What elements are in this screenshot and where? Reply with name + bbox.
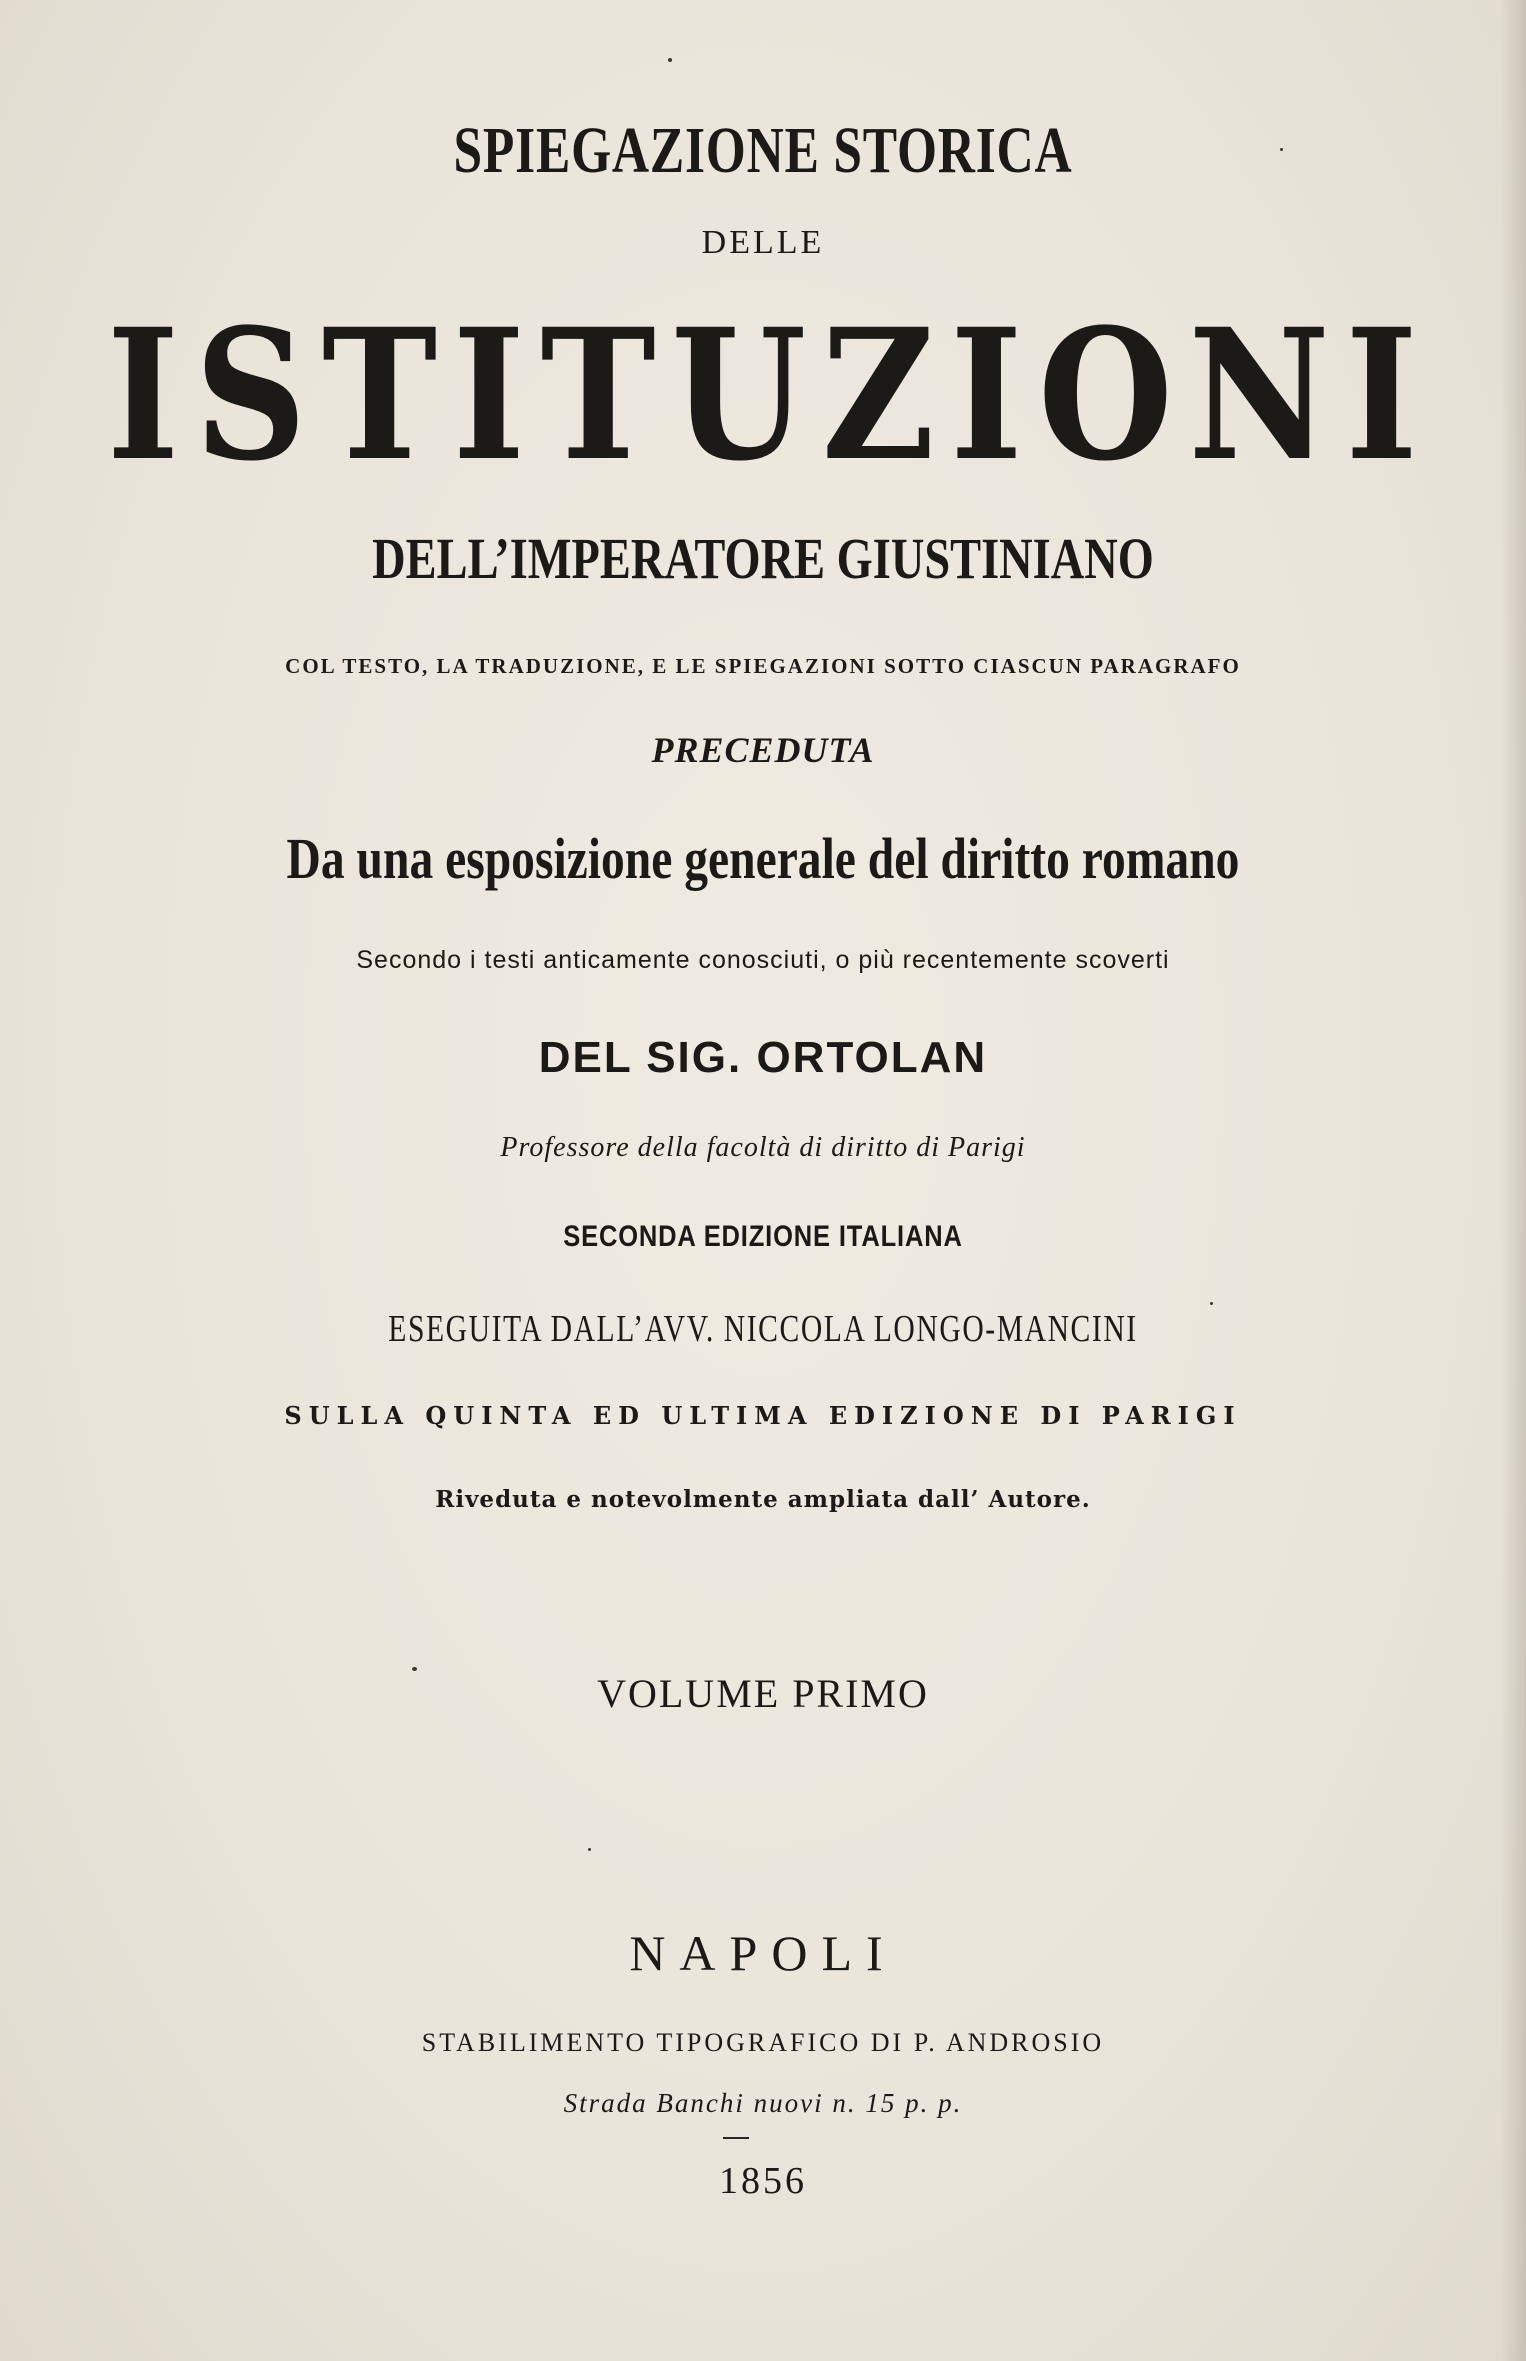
paper-spot [588, 1848, 591, 1851]
main-title-istituzioni: ISTITUZIONI [106, 290, 1434, 501]
author-name: DEL SIG. ORTOLAN [538, 1033, 988, 1082]
translator-line: ESEGUITA DALL’AVV. NICCOLA LONGO-MANCINI [388, 1308, 1138, 1350]
subtitle-preceduta: PRECEDUTA [651, 730, 875, 770]
paper-spot [1210, 1302, 1213, 1305]
imprint-printer: STABILIMENTO TIPOGRAFICO DI P. ANDROSIO [421, 2028, 1105, 2057]
title-line-imperatore: DELL’IMPERATORE GIUSTINIANO [372, 526, 1154, 591]
subtitle-contents: COL TESTO, LA TRADUZIONE, E LE SPIEGAZIONI SOTTO CIASCUN PARAGRAFO [285, 654, 1241, 678]
paper-spot [668, 58, 672, 62]
imprint-rule [723, 2137, 749, 2139]
imprint-city: NAPOLI [629, 1925, 897, 1981]
paper-spot [412, 1667, 417, 1671]
paper-spot [1280, 148, 1283, 151]
subtitle-testi: Secondo i testi anticamente conosciuti, o più recentemente scoverti [356, 946, 1170, 974]
revision-line: Riveduta e notevolmente ampliata dall’ Autore. [435, 1486, 1091, 1513]
volume-line: VOLUME PRIMO [597, 1671, 929, 1716]
title-line-spiegazione-storica: SPIEGAZIONE STORICA [453, 114, 1073, 187]
page-edge-shadow [1500, 0, 1526, 2361]
imprint-year: 1856 [719, 2160, 807, 2202]
title-line-delle: DELLE [701, 224, 825, 261]
edition-line: SECONDA EDIZIONE ITALIANA [563, 1220, 963, 1253]
subtitle-esposizione: Da una esposizione generale del diritto romano [286, 826, 1240, 891]
source-edition-line: SULLA QUINTA ED ULTIMA EDIZIONE DI PARIGI [284, 1401, 1242, 1430]
author-title: Professore della facoltà di diritto di Parigi [500, 1132, 1026, 1163]
imprint-address: Strada Banchi nuovi n. 15 p. p. [563, 2088, 963, 2118]
